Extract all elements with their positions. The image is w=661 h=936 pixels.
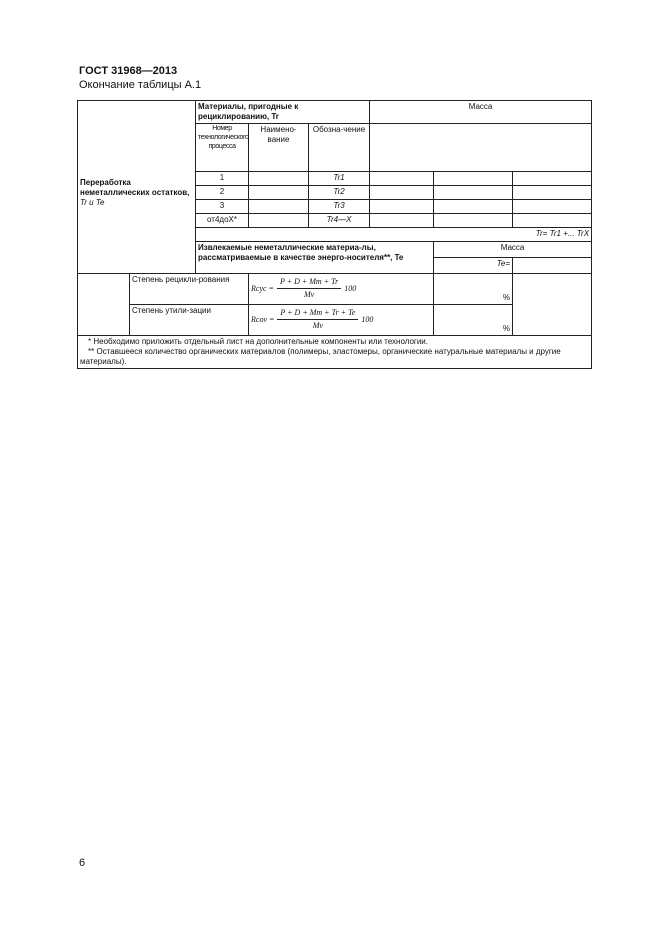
name-header: Наимено-вание <box>249 124 309 172</box>
formula-multiplier: 100 <box>344 283 357 293</box>
designation: Tr3 <box>309 200 370 214</box>
designation: Tr2 <box>309 186 370 200</box>
energy-mass-header: Масса <box>434 242 592 258</box>
formula-denominator: Mv <box>303 290 315 299</box>
process-number-header: Номер технологического процесса <box>196 124 249 172</box>
formula-multiplier: 100 <box>361 314 374 324</box>
footnote-1: * Необходимо приложить отдельный лист на дополнительные компоненты или технологии. <box>88 337 428 346</box>
section-label: Переработка неметаллических остатков, <box>80 178 190 197</box>
energy-value: Te= <box>434 258 513 274</box>
mass-header: Масса <box>370 101 592 124</box>
energy-header: Извлекаемые неметаллические материа-лы, рассматриваемые в качестве энерго-носителя**, Te <box>196 242 434 274</box>
formula-lhs: Rcyc = <box>251 283 274 293</box>
formula-numerator: P + D + Mm + Tr <box>277 277 341 289</box>
footnote-2: ** Оставшееся количество органических материалов (полимеры, эластомеры, органические натуральные материалы и другие материалы). <box>80 347 561 366</box>
formula-lhs: Rcov = <box>251 314 275 324</box>
page-number: 6 <box>79 857 86 869</box>
designation: Tr4—X <box>309 214 370 228</box>
annex-table <box>77 100 592 369</box>
designation: Tr1 <box>309 172 370 186</box>
unit-percent: % <box>434 274 513 305</box>
section-label-cell <box>78 101 196 274</box>
mass-empty-cell <box>370 124 592 172</box>
footnotes <box>78 336 592 369</box>
recycling-header: Материалы, пригодные к рециклированию, Tr <box>196 101 370 124</box>
utilization-degree-label: Степень утили-зации <box>130 305 249 336</box>
unit-percent: % <box>434 305 513 336</box>
designation-header: Обозна-чение <box>309 124 370 172</box>
recycling-degree-formula <box>249 274 434 305</box>
process-number: от4доX* <box>196 214 249 228</box>
section-label-vars: Tr и Te <box>80 198 105 207</box>
sum-formula: Tr= Tr1 +... TrX <box>513 228 592 242</box>
process-number: 1 <box>196 172 249 186</box>
table-continuation-title: Окончание таблицы А.1 <box>79 79 202 91</box>
process-number: 3 <box>196 200 249 214</box>
formula-denominator: Mv <box>312 321 323 330</box>
process-number: 2 <box>196 186 249 200</box>
document-code: ГОСТ 31968—2013 <box>79 65 178 77</box>
recycling-degree-label: Степень рецикли-рования <box>130 274 249 305</box>
utilization-degree-formula <box>249 305 434 336</box>
formula-numerator: P + D + Mm + Tr + Te <box>277 308 358 320</box>
